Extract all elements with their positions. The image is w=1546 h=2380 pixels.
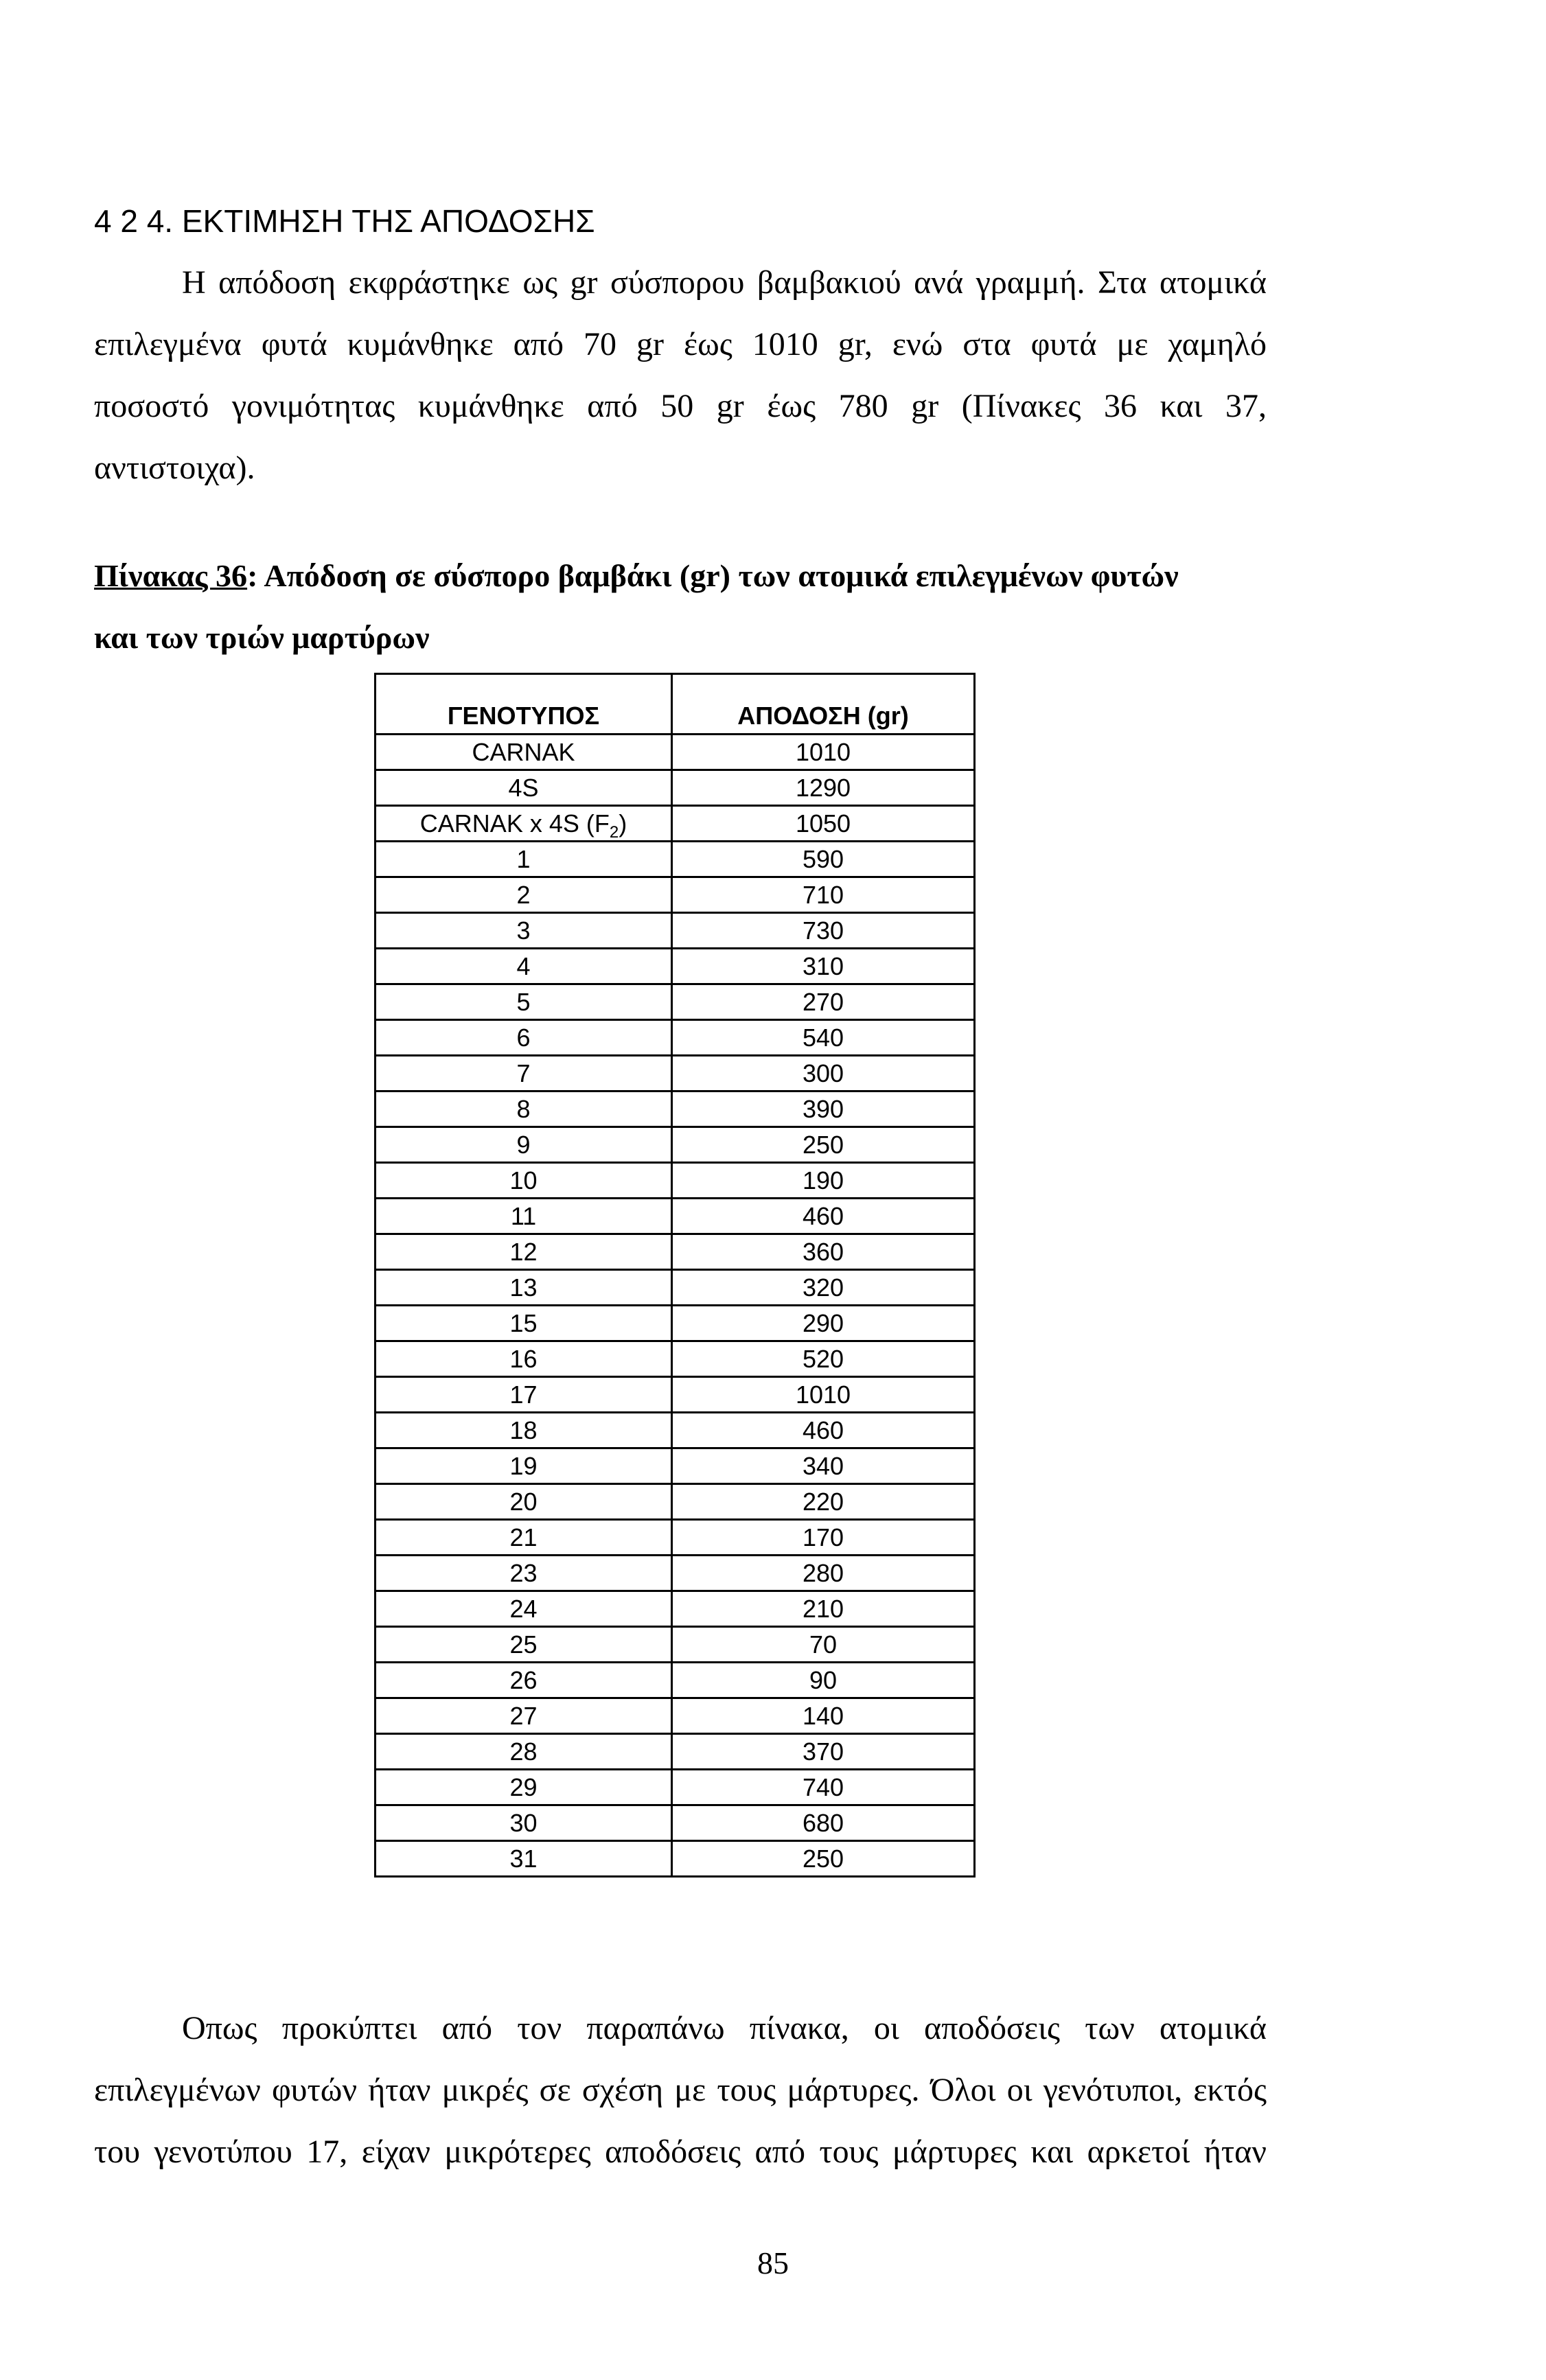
conclusion-line-3: του γενοτύπου 17, είχαν μικρότερες αποδόσεις από τους μάρτυρες και αρκετοί ήταν bbox=[94, 2134, 1267, 2170]
yield-cell: 1010 bbox=[672, 735, 975, 770]
yield-cell: 170 bbox=[672, 1520, 975, 1556]
table-caption bbox=[94, 557, 1179, 594]
yield-cell: 90 bbox=[672, 1663, 975, 1698]
yield-cell: 370 bbox=[672, 1734, 975, 1770]
intro-line-4: αντιστοιχα). bbox=[94, 450, 255, 486]
table-row bbox=[376, 1377, 975, 1413]
table-row bbox=[376, 842, 975, 877]
genotype-cell: 2 bbox=[376, 877, 672, 913]
cross-label-subscript: 2 bbox=[609, 823, 619, 842]
genotype-cell: 1 bbox=[376, 842, 672, 877]
genotype-cell: 15 bbox=[376, 1306, 672, 1341]
conclusion-line-2: επιλεγμένων φυτών ήταν μικρές σε σχέση με τους μάρτυρες. Όλοι οι γενότυποι, εκτός bbox=[94, 2072, 1267, 2108]
genotype-cell: 9 bbox=[376, 1127, 672, 1163]
yield-cell: 210 bbox=[672, 1591, 975, 1627]
genotype-cell bbox=[376, 806, 672, 842]
genotype-cell: 10 bbox=[376, 1163, 672, 1199]
yield-cell: 390 bbox=[672, 1091, 975, 1127]
table-row bbox=[376, 1341, 975, 1377]
intro-line-1: Η απόδοση εκφράστηκε ως gr σύσπορου βαμβακιού ανά γραμμή. Στα ατομικά bbox=[182, 264, 1267, 301]
genotype-cell: 5 bbox=[376, 984, 672, 1020]
genotype-cell: 7 bbox=[376, 1056, 672, 1091]
table-row bbox=[376, 1520, 975, 1556]
table-body bbox=[376, 735, 975, 1877]
table-row bbox=[376, 770, 975, 806]
genotype-cell: 12 bbox=[376, 1234, 672, 1270]
table-row bbox=[376, 1127, 975, 1163]
genotype-cell: 25 bbox=[376, 1627, 672, 1663]
yield-table bbox=[374, 673, 976, 1878]
table-row bbox=[376, 1556, 975, 1591]
yield-cell: 460 bbox=[672, 1199, 975, 1234]
table-row bbox=[376, 1448, 975, 1484]
table-row bbox=[376, 1484, 975, 1520]
genotype-cell: 27 bbox=[376, 1698, 672, 1734]
table-header-row bbox=[376, 674, 975, 735]
genotype-cell: 4S bbox=[376, 770, 672, 806]
table-row bbox=[376, 913, 975, 949]
genotype-cell: 13 bbox=[376, 1270, 672, 1306]
genotype-cell: 3 bbox=[376, 913, 672, 949]
yield-cell: 270 bbox=[672, 984, 975, 1020]
genotype-cell: CARNAK bbox=[376, 735, 672, 770]
header-genotype: ΓΕΝΟΤΥΠΟΣ bbox=[376, 674, 672, 735]
intro-line-3: ποσοστό γονιμότητας κυμάνθηκε από 50 gr έως 780 gr (Πίνακες 36 και 37, bbox=[94, 388, 1267, 424]
yield-cell: 250 bbox=[672, 1841, 975, 1877]
page-number: 85 bbox=[757, 2245, 789, 2280]
genotype-cell: 6 bbox=[376, 1020, 672, 1056]
yield-cell: 730 bbox=[672, 913, 975, 949]
yield-cell: 590 bbox=[672, 842, 975, 877]
table-row bbox=[376, 1306, 975, 1341]
table-row bbox=[376, 1591, 975, 1627]
cross-label-prefix: CARNAK x 4S (F bbox=[419, 809, 610, 837]
genotype-cell: 24 bbox=[376, 1591, 672, 1627]
table-row bbox=[376, 1091, 975, 1127]
genotype-cell: 17 bbox=[376, 1377, 672, 1413]
table-row bbox=[376, 1413, 975, 1448]
table-row bbox=[376, 1199, 975, 1234]
table-row bbox=[376, 806, 975, 842]
yield-cell: 1290 bbox=[672, 770, 975, 806]
genotype-cell: 21 bbox=[376, 1520, 672, 1556]
table-row bbox=[376, 949, 975, 984]
yield-cell: 220 bbox=[672, 1484, 975, 1520]
genotype-cell: 16 bbox=[376, 1341, 672, 1377]
section-heading: 4 2 4. ΕΚΤΙΜΗΣΗ ΤΗΣ ΑΠΟΔΟΣΗΣ bbox=[94, 203, 595, 239]
table-row bbox=[376, 1805, 975, 1841]
yield-cell: 360 bbox=[672, 1234, 975, 1270]
table-row bbox=[376, 1698, 975, 1734]
genotype-cell: 29 bbox=[376, 1770, 672, 1805]
table-row bbox=[376, 1020, 975, 1056]
intro-line-2: επιλεγμένα φυτά κυμάνθηκε από 70 gr έως 1010 gr, ενώ στα φυτά με χαμηλό bbox=[94, 326, 1267, 362]
table-caption-continued: και των τριών μαρτύρων bbox=[94, 620, 430, 655]
genotype-cell: 28 bbox=[376, 1734, 672, 1770]
header-yield: ΑΠΟΔΟΣΗ (gr) bbox=[672, 674, 975, 735]
yield-cell: 320 bbox=[672, 1270, 975, 1306]
genotype-cell: 19 bbox=[376, 1448, 672, 1484]
genotype-cell: 11 bbox=[376, 1199, 672, 1234]
table-row bbox=[376, 1234, 975, 1270]
conclusion-line-1: Οπως προκύπτει από τον παραπάνω πίνακα, οι αποδόσεις των ατομικά bbox=[182, 2010, 1267, 2046]
genotype-cell: 26 bbox=[376, 1663, 672, 1698]
table-row bbox=[376, 1270, 975, 1306]
table-row bbox=[376, 1627, 975, 1663]
table-row bbox=[376, 1734, 975, 1770]
yield-cell: 190 bbox=[672, 1163, 975, 1199]
yield-cell: 1010 bbox=[672, 1377, 975, 1413]
cross-label-suffix: ) bbox=[619, 809, 627, 837]
genotype-cell: 4 bbox=[376, 949, 672, 984]
genotype-cell: 20 bbox=[376, 1484, 672, 1520]
yield-cell: 460 bbox=[672, 1413, 975, 1448]
genotype-cell: 23 bbox=[376, 1556, 672, 1591]
table-row bbox=[376, 1841, 975, 1877]
yield-cell: 680 bbox=[672, 1805, 975, 1841]
yield-cell: 250 bbox=[672, 1127, 975, 1163]
table-row bbox=[376, 1663, 975, 1698]
yield-cell: 300 bbox=[672, 1056, 975, 1091]
yield-cell: 340 bbox=[672, 1448, 975, 1484]
yield-cell: 710 bbox=[672, 877, 975, 913]
yield-cell: 1050 bbox=[672, 806, 975, 842]
yield-cell: 540 bbox=[672, 1020, 975, 1056]
table-row bbox=[376, 1056, 975, 1091]
yield-cell: 70 bbox=[672, 1627, 975, 1663]
table-row bbox=[376, 984, 975, 1020]
yield-cell: 520 bbox=[672, 1341, 975, 1377]
table-row bbox=[376, 735, 975, 770]
yield-cell: 140 bbox=[672, 1698, 975, 1734]
genotype-cell: 30 bbox=[376, 1805, 672, 1841]
yield-cell: 290 bbox=[672, 1306, 975, 1341]
yield-cell: 280 bbox=[672, 1556, 975, 1591]
table-row bbox=[376, 1163, 975, 1199]
genotype-cell: 31 bbox=[376, 1841, 672, 1877]
genotype-cell: 18 bbox=[376, 1413, 672, 1448]
table-caption-label: Πίνακας 36 bbox=[94, 558, 248, 593]
genotype-cell: 8 bbox=[376, 1091, 672, 1127]
yield-cell: 310 bbox=[672, 949, 975, 984]
table-row bbox=[376, 877, 975, 913]
table-caption-text-1: : Απόδοση σε σύσπορο βαμβάκι (gr) των ατομικά επιλεγμένων φυτών bbox=[247, 558, 1179, 593]
table-row bbox=[376, 1770, 975, 1805]
yield-cell: 740 bbox=[672, 1770, 975, 1805]
